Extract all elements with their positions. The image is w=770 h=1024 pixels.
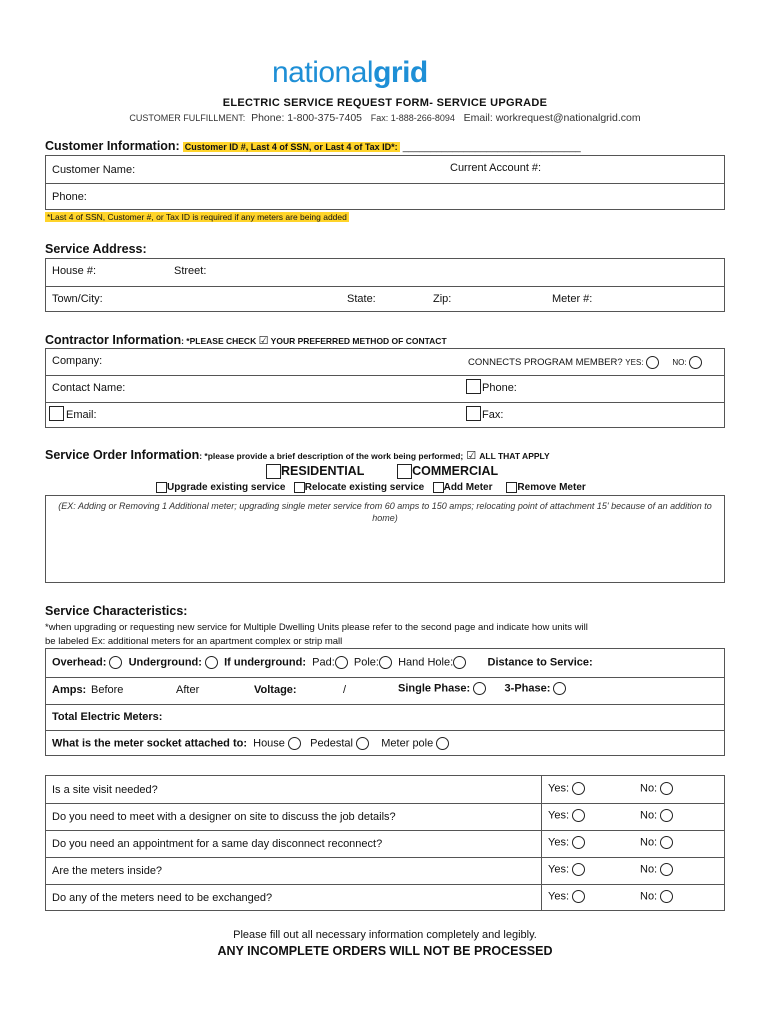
- meet-designer-no-radio[interactable]: [660, 809, 673, 822]
- meet-designer-yes-radio[interactable]: [572, 809, 585, 822]
- meters-inside-yes: Yes:: [548, 863, 585, 876]
- amps-after-label[interactable]: After: [176, 684, 200, 696]
- service-char-box: [45, 648, 725, 756]
- contractor-fax-label[interactable]: Fax:: [482, 409, 504, 421]
- checkbox-glyph-icon: ☑: [466, 450, 477, 462]
- socket-row: What is the meter socket attached to: House Pedestal Meter pole: [52, 737, 449, 750]
- customer-id-field[interactable]: ________________________________: [402, 142, 581, 153]
- upgrade-checkbox[interactable]: [156, 482, 167, 493]
- national-grid-logo: nationalgrid: [272, 56, 428, 89]
- customer-type-row: [266, 464, 498, 479]
- pole-radio[interactable]: [379, 656, 392, 669]
- question-meet-designer: Do you need to meet with a designer on site to discuss the job details?: [52, 811, 396, 823]
- meters-exchanged-yes: Yes:: [548, 890, 585, 903]
- connects-no-radio[interactable]: [689, 356, 702, 369]
- single-phase-radio[interactable]: [473, 682, 486, 695]
- site-visit-yes-no: Yes:: [548, 782, 585, 795]
- commercial-checkbox[interactable]: [397, 464, 412, 479]
- meet-designer-no: No:: [640, 809, 673, 822]
- voltage-label[interactable]: Voltage:: [254, 684, 297, 696]
- disconnect-no-radio[interactable]: [660, 836, 673, 849]
- remove-meter-checkbox[interactable]: [506, 482, 517, 493]
- email-contact-checkbox[interactable]: [49, 406, 64, 421]
- connects-member-row: CONNECTS PROGRAM MEMBER? YES: NO:: [468, 356, 702, 369]
- meters-inside-no-radio[interactable]: [660, 863, 673, 876]
- customer-id-note: Customer ID #, Last 4 of SSN, or Last 4 of Tax ID*:: [184, 142, 398, 152]
- question-disconnect: Do you need an appointment for a same day disconnect reconnect?: [52, 838, 383, 850]
- total-meters-label[interactable]: Total Electric Meters:: [52, 711, 163, 723]
- amps-before-label[interactable]: Before: [91, 684, 124, 696]
- fulfillment-line: CUSTOMER FULFILLMENT: Phone: 1-800-375-7405 Fax: 1-888-266-8094 Email: workrequest@nationalgrid.com: [129, 112, 641, 124]
- commercial-label: COMMERCIAL: [412, 464, 499, 478]
- question-site-visit: Is a site visit needed?: [52, 784, 158, 796]
- zip-label[interactable]: Zip:: [433, 293, 452, 305]
- add-meter-checkbox[interactable]: [433, 482, 444, 493]
- contractor-heading-row: Contractor Information: *PLEASE CHECK ☑ YOUR PREFERRED METHOD OF CONTACT: [45, 333, 447, 347]
- contractor-box: [45, 348, 725, 428]
- fax-contact-checkbox[interactable]: [466, 406, 481, 421]
- contractor-heading: Contractor Information: [45, 333, 182, 347]
- service-order-heading-row: Service Order Information: *please provide a brief description of the work being performed; ☑ ALL THAT APPLY: [45, 448, 550, 462]
- overhead-radio[interactable]: [109, 656, 122, 669]
- customer-info-heading-row: [45, 139, 581, 153]
- meet-designer-yes: Yes:: [548, 809, 585, 822]
- residential-label: RESIDENTIAL: [281, 464, 365, 478]
- phone-contact-checkbox[interactable]: [466, 379, 481, 394]
- street-label[interactable]: Street:: [174, 265, 207, 277]
- service-address-heading: Service Address:: [45, 242, 147, 256]
- contact-name-label[interactable]: Contact Name:: [52, 382, 126, 394]
- three-phase-radio[interactable]: [553, 682, 566, 695]
- voltage-slash: /: [343, 684, 347, 696]
- connects-yes-radio[interactable]: [646, 356, 659, 369]
- service-char-heading: Service Characteristics:: [45, 604, 188, 618]
- amps-label: Amps:: [52, 684, 87, 696]
- customer-info-heading: Customer Information:: [45, 139, 180, 153]
- town-city-label[interactable]: Town/City:: [52, 293, 103, 305]
- footer-warning: ANY INCOMPLETE ORDERS WILL NOT BE PROCESSED: [217, 944, 553, 958]
- customer-footnote: *Last 4 of SSN, Customer #, or Tax ID is required if any meters are being added: [47, 212, 347, 222]
- company-label[interactable]: Company:: [52, 355, 103, 367]
- customer-name-label[interactable]: Customer Name:: [52, 164, 136, 176]
- meters-inside-yes-radio[interactable]: [572, 863, 585, 876]
- form-title: ELECTRIC SERVICE REQUEST FORM- SERVICE UPGRADE: [222, 97, 548, 109]
- disconnect-no: No:: [640, 836, 673, 849]
- site-visit-no: No:: [640, 782, 673, 795]
- contractor-phone-label[interactable]: Phone:: [482, 382, 517, 394]
- questions-table: [45, 775, 725, 911]
- work-description-box[interactable]: [45, 495, 725, 583]
- customer-info-box: [45, 155, 725, 210]
- hand-hole-radio[interactable]: [453, 656, 466, 669]
- work-type-row: Upgrade existing service Relocate existing service Add Meter Remove Meter: [156, 482, 586, 493]
- underground-radio[interactable]: [205, 656, 218, 669]
- overhead-row: Overhead: Underground: If underground: Pad: Pole: Hand Hole: Distance to Service:: [52, 656, 593, 669]
- meters-exchanged-no-radio[interactable]: [660, 890, 673, 903]
- relocate-checkbox[interactable]: [294, 482, 305, 493]
- meters-exchanged-yes-radio[interactable]: [572, 890, 585, 903]
- pad-radio[interactable]: [335, 656, 348, 669]
- question-meters-inside: Are the meters inside?: [52, 865, 163, 877]
- current-account-label[interactable]: Current Account #:: [450, 162, 542, 174]
- pedestal-radio[interactable]: [356, 737, 369, 750]
- work-example-text: (EX: Adding or Removing 1 Additional meter; upgrading single meter service from 60 amps to 150 amps; relocating point of attachment 15' because of an addition to home): [58, 501, 712, 523]
- contractor-email-label[interactable]: Email:: [66, 409, 97, 421]
- service-address-box: [45, 258, 725, 312]
- site-visit-yes-radio[interactable]: [572, 782, 585, 795]
- phase-row: Single Phase: 3-Phase:: [398, 682, 566, 695]
- meter-number-label[interactable]: Meter #:: [552, 293, 593, 305]
- footer-instruction: Please fill out all necessary information completely and legibly.: [233, 929, 537, 941]
- checkbox-glyph-icon: ☑: [258, 335, 269, 347]
- question-meters-exchanged: Do any of the meters need to be exchanged?: [52, 892, 273, 904]
- house-radio[interactable]: [288, 737, 301, 750]
- customer-phone-label[interactable]: Phone:: [52, 191, 87, 203]
- disconnect-yes: Yes:: [548, 836, 585, 849]
- mdu-note: *when upgrading or requesting new service for Multiple Dwelling Units please refer to the second page and indicate how units will be labeled Ex: additional meters for an apartment complex or strip mall: [45, 622, 588, 647]
- site-visit-no-radio[interactable]: [660, 782, 673, 795]
- meters-exchanged-no: No:: [640, 890, 673, 903]
- meters-inside-no: No:: [640, 863, 673, 876]
- house-number-label[interactable]: House #:: [52, 265, 97, 277]
- service-order-heading: Service Order Information: [45, 448, 200, 462]
- meter-pole-radio[interactable]: [436, 737, 449, 750]
- state-label[interactable]: State:: [347, 293, 376, 305]
- disconnect-yes-radio[interactable]: [572, 836, 585, 849]
- residential-checkbox[interactable]: [266, 464, 281, 479]
